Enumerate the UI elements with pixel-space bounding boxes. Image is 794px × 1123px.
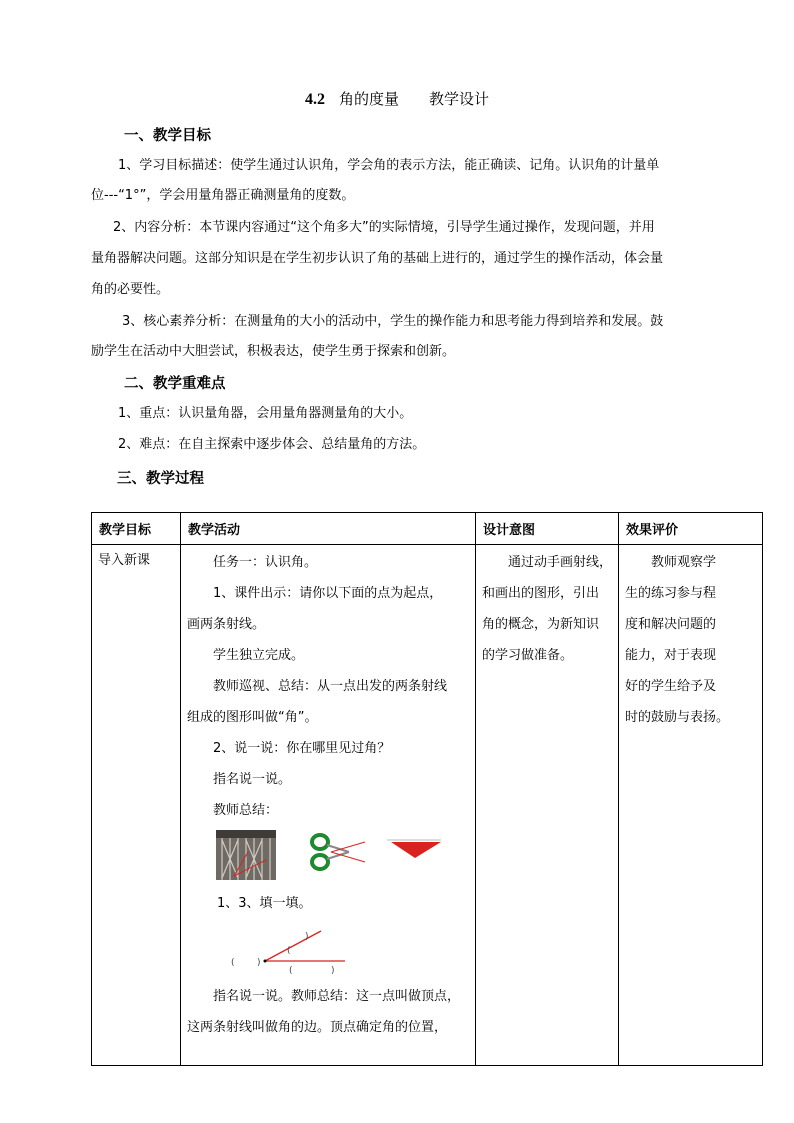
sec1-p1-line1: 1、学习目标描述：使学生通过认识角，学会角的表示方法，能正确读、记角。认识角的计量单 [118,158,660,173]
title-number: 4.2 [304,91,325,108]
header-activity: 教学活动 [181,513,476,545]
title-part2: 教学设计 [429,90,490,108]
activity-line: 画两条射线。 [187,617,266,632]
svg-text:(: ( [289,966,293,976]
table-row [92,545,763,1066]
svg-text:(: ( [287,946,291,956]
intent-line: 的学习做准备。 [482,648,574,663]
sec2-p1: 1、重点：认识量角器，会用量角器测量角的大小。 [118,406,413,421]
sec1-p3-line1: 3、核心素养分析：在测量角的大小的活动中，学生的操作能力和思考能力得到培养和发展。鼓 [122,314,664,329]
activity-line: 指名说一说。教师总结：这一点叫做顶点， [213,989,461,1004]
sec1-p3-line2: 励学生在活动中大胆尝试，积极表达，使学生勇于探索和创新。 [91,344,456,359]
header-intent: 设计意图 [476,513,619,545]
angle-figure [227,919,427,981]
angle-diagram [187,919,469,981]
header-evaluation: 效果评价 [619,513,763,545]
svg-text:): ) [331,966,335,976]
row-label: 导入新课 [92,545,181,1066]
sec2-p2: 2、难点：在自主探索中逐步体会、总结量角的方法。 [118,437,426,452]
table-header-row [92,513,763,545]
activity-line: 教师总结： [213,803,279,818]
intent-line: 通过动手画射线， [508,555,613,570]
evaluation-line: 教师观察学 [651,555,717,570]
activity-line: 任务一：认识角。 [213,555,318,570]
title-part1: 角的度量 [338,90,399,108]
activity-line: 组成的图形叫做“角”。 [187,710,318,725]
activity-cell [181,545,476,1066]
document-title [0,88,794,109]
svg-text:): ) [305,932,309,942]
header-goal: 教学目标 [92,513,181,545]
activity-line: 2、说一说：你在哪里见过角？ [213,741,391,756]
activity-line: 学生独立完成。 [213,648,305,663]
section-1-heading: 一、教学目标 [124,128,211,144]
evaluation-line: 好的学生给予及 [625,679,717,694]
activity-line: 教师巡视、总结：从一点出发的两条射线 [213,679,448,694]
evaluation-line: 时的鼓励与表扬。 [625,710,730,725]
scissors-icon [309,832,369,876]
evaluation-line: 生的练习参与程 [625,586,717,601]
activity-line: 这两条射线叫做角的边。顶点确定角的位置， [187,1020,448,1035]
angle-examples [187,826,469,888]
svg-text:): ) [257,958,261,968]
evaluation-line: 能力，对于表现 [625,648,717,663]
svg-text:(: ( [231,958,235,968]
process-table [91,512,763,1066]
intent-line: 角的概念，为新知识 [482,617,600,632]
gate-photo [216,830,276,880]
activity-line: 指名说一说。 [213,772,292,787]
intent-cell [476,545,619,1066]
intent-line: 和画出的图形，引出 [482,586,600,601]
sec1-p1-line2: 位---“1°”，学会用量角器正确测量角的度数。 [91,188,355,203]
activity-line: 1、课件出示：请你以下面的点为起点， [213,586,443,601]
section-3-heading: 三、教学过程 [117,471,204,487]
sec1-p2-line1: 2、内容分析：本节课内容通过“这个角多大”的实际情境，引导学生通过操作，发现问题，并用 [113,220,655,235]
sec1-p2-line3: 角的必要性。 [91,282,170,297]
red-triangle-flag [385,834,445,874]
sec1-p2-line2: 量角器解决问题。这部分知识是在学生初步认识了角的基础上进行的，通过学生的操作活动，体会量 [91,251,664,266]
section-2-heading: 二、教学重难点 [124,376,226,392]
activity-line: 1、3、填一填。 [217,896,312,911]
evaluation-cell [619,545,763,1066]
evaluation-line: 度和解决问题的 [625,617,717,632]
